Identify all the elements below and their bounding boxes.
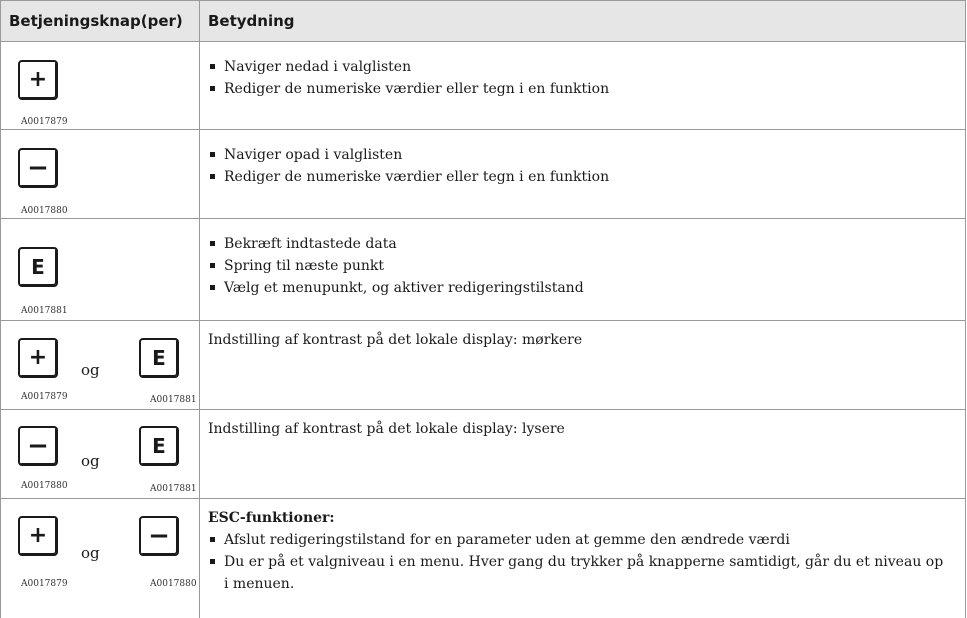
list-item: Bekræft indtastede data	[208, 233, 584, 255]
minus-key-icon: −	[18, 148, 58, 188]
figure-code: A0017879	[21, 117, 68, 127]
og-joiner: og	[81, 452, 100, 470]
header-col-meaning: Betydning	[208, 12, 295, 30]
plus-key-icon: +	[18, 516, 58, 556]
figure-code: A0017881	[150, 395, 197, 405]
list-item: Naviger nedad i valglisten	[208, 56, 609, 78]
list-item: Afslut redigeringstilstand for en parameter uden at gemme den ændrede værdi	[208, 529, 948, 551]
list-item: Vælg et menupunkt, og aktiver redigeringstilstand	[208, 277, 584, 299]
row-description	[208, 144, 609, 188]
plus-key-icon: +	[18, 338, 58, 378]
minus-key-icon: −	[18, 426, 58, 466]
row-description	[208, 233, 584, 299]
og-joiner: og	[81, 361, 100, 379]
og-joiner: og	[81, 544, 100, 562]
minus-key-icon: −	[139, 516, 179, 556]
figure-code: A0017880	[150, 579, 197, 589]
esc-heading: ESC-funktioner:	[208, 510, 335, 526]
row-description: Indstilling af kontrast på det lokale display: mørkere	[208, 332, 583, 348]
list-item: Du er på et valgniveau i en menu. Hver gang du trykker på knapperne samtidigt, går du et niveau op i menuen.	[208, 551, 948, 595]
header-col-keys: Betjeningsknap(per)	[9, 12, 183, 30]
row-description: Indstilling af kontrast på det lokale display: lysere	[208, 421, 565, 437]
figure-code: A0017879	[21, 392, 68, 402]
row-description	[208, 56, 609, 100]
figure-code: A0017880	[21, 206, 68, 216]
table-row	[1, 410, 965, 498]
e-key-icon: E	[139, 426, 179, 466]
list-item: Rediger de numeriske værdier eller tegn i en funktion	[208, 78, 609, 100]
table-row	[1, 219, 965, 320]
table-header	[1, 0, 965, 42]
table-row	[1, 130, 965, 218]
plus-key-icon: +	[18, 60, 58, 100]
e-key-icon: E	[18, 247, 58, 287]
list-item: Naviger opad i valglisten	[208, 144, 609, 166]
row-description	[208, 507, 948, 595]
list-item: Rediger de numeriske værdier eller tegn i en funktion	[208, 166, 609, 188]
figure-code: A0017881	[150, 484, 197, 494]
figure-code: A0017879	[21, 579, 68, 589]
list-item: Spring til næste punkt	[208, 255, 584, 277]
table-row	[1, 321, 965, 409]
table-row	[1, 42, 965, 129]
e-key-icon: E	[139, 338, 179, 378]
figure-code: A0017880	[21, 481, 68, 491]
table-row	[1, 499, 965, 618]
figure-code: A0017881	[21, 306, 68, 316]
